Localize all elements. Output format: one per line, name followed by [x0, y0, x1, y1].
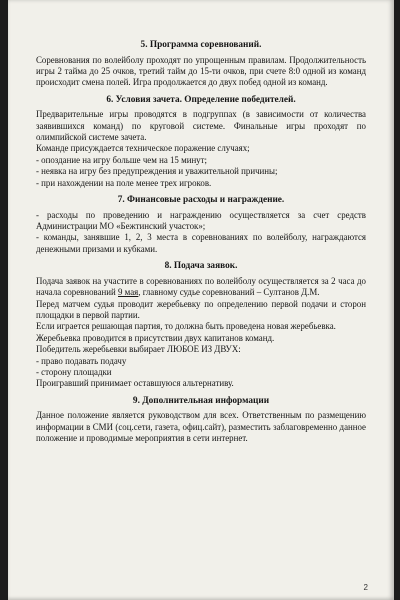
- section-6-title: 6. Условия зачета. Определение победителей.: [106, 94, 296, 105]
- section-8-text-a: Подача заявок на участите в соревнованиях по волейболу осуществляется за 2 часа до начала соревнований: [36, 275, 366, 298]
- section-6-item-few-players: - при нахождении на поле менее трех игроков.: [36, 177, 212, 188]
- section-6-item-no-show: - неявка на игру без предупреждения и уважительной причины;: [36, 166, 278, 177]
- section-8-date: 9 мая: [118, 287, 139, 298]
- section-8-paragraph-4: Жеребьевка проводится в присутствии двух капитанов команд.: [36, 332, 275, 343]
- section-5-title: 5. Программа соревнований.: [140, 40, 262, 50]
- section-8-paragraph-8: Проигравший принимает оставшуюся альтернативу.: [36, 378, 234, 389]
- section-8-paragraph-5: Победитель жеребьевки выбирает ЛЮБОЕ ИЗ ДВУХ:: [36, 344, 241, 355]
- section-6-paragraph-2: Команде присуждается техническое поражение случаях;: [36, 143, 250, 154]
- section-9-paragraph: Данное положение является руководством для всех. Ответственным по размещению информации в СМИ (соц.сети, газета, офиц.сайт), разместить заблаговременно данное положение и проводимые мероприятия в сети интернет.: [36, 410, 366, 444]
- section-8-item-side: - сторону площадки: [36, 366, 112, 377]
- section-7-finance: [36, 195, 366, 255]
- document-page: [8, 0, 394, 600]
- section-9-title: 9. Дополнительная информации: [132, 395, 270, 406]
- document-content: [36, 40, 366, 450]
- section-8-applications: [36, 261, 366, 390]
- section-7-item-awards: - команды, занявшие 1, 2, 3 места в соревнованиях по волейболу, награждаются денежными призами и кубками.: [36, 232, 366, 254]
- section-8-item-serve: - право подавать подачу: [36, 355, 127, 366]
- section-6-scoring: [36, 95, 366, 189]
- section-5-paragraph: Соревнования по волейболу проходят по упрощенным правилам. Продолжительность игры 2 тайма до 25 очков, третий тайм до 15-ти очков, при счете 8:0 одной из команд происходит смена полей. Игра продолжается до двух побед одной из команд.: [36, 54, 366, 88]
- section-8-paragraph-3: Если играется решающая партия, то должна быть проведена новая жеребьевка.: [36, 321, 336, 332]
- section-6-item-late: - опоздание на игру больше чем на 15 минут;: [36, 154, 207, 165]
- section-7-item-expenses: - расходы по проведению и награждению осуществляется за счет средств Администрации МО «Бежтинский участок»;: [36, 209, 366, 231]
- section-8-paragraph-2: Перед матчем судья проводит жеребьевку по определению первой подачи и сторон площадки в первой партии.: [36, 298, 366, 320]
- section-7-title: 7. Финансовые расходы и награждение.: [117, 195, 285, 206]
- section-8-title: 8. Подача заявок.: [164, 261, 238, 272]
- section-5-program: [36, 40, 366, 89]
- section-6-paragraph-1: Предварительные игры проводятся в подгруппах (в зависимости от количества заявившихся команд) по круговой системе. Финальные игры проходят по олимпийской системе зачета.: [36, 109, 366, 143]
- section-8-paragraph-1: [36, 276, 366, 299]
- section-8-text-b: , главному судье соревнований – Султанов Д.М.: [138, 287, 320, 298]
- section-9-info: [36, 396, 366, 445]
- page-number: 2: [363, 583, 368, 592]
